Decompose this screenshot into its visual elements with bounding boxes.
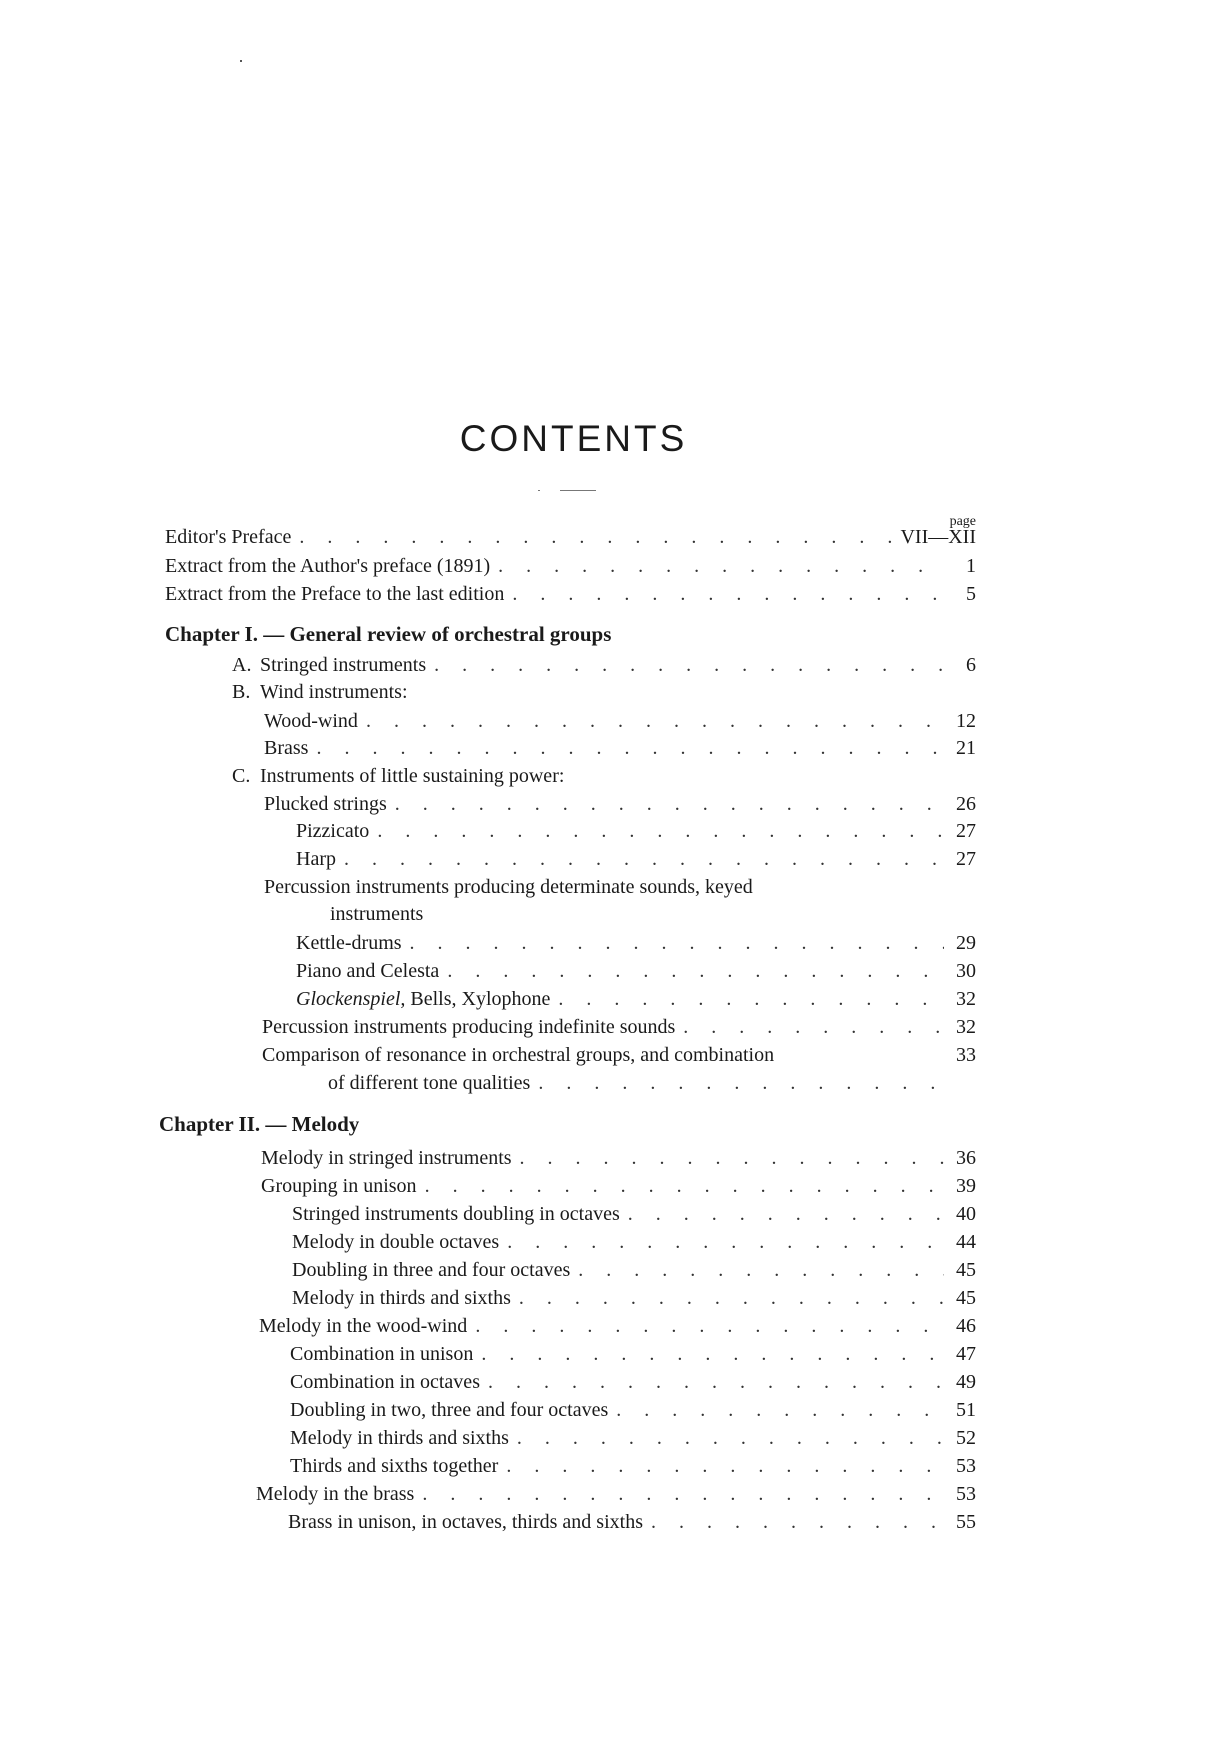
toc-section-wind xyxy=(232,681,408,704)
dot-leader xyxy=(558,988,944,1011)
toc-entry[interactable] xyxy=(0,1455,976,1481)
entry-page: 51 xyxy=(956,1399,976,1421)
entry-page: 30 xyxy=(956,960,976,982)
entry-page: 45 xyxy=(956,1287,976,1309)
toc-entry-kettle-drums[interactable] xyxy=(0,932,976,958)
entry-page: 12 xyxy=(956,710,976,732)
entry-title: Stringed instruments doubling in octaves xyxy=(292,1203,620,1225)
entry-title: Percussion instruments producing indefinite sounds xyxy=(262,1016,676,1038)
toc-entry[interactable] xyxy=(0,1371,976,1397)
entry-page: 27 xyxy=(956,848,976,870)
entry-title: Editor's Preface xyxy=(165,526,292,548)
title-divider xyxy=(560,490,596,491)
toc-entry[interactable] xyxy=(0,1483,976,1509)
toc-entry[interactable] xyxy=(0,1259,976,1285)
section-letter: B. xyxy=(232,681,251,703)
toc-entry-pizzicato[interactable] xyxy=(0,820,976,846)
toc-entry-comparison-line1[interactable] xyxy=(0,1044,976,1070)
entry-label: Stringed instruments xyxy=(260,654,427,676)
entry-page: 44 xyxy=(956,1231,976,1253)
toc-entry-percussion-determinate-line2[interactable]: instruments xyxy=(330,903,424,925)
toc-section-little-sustaining xyxy=(232,765,564,788)
entry-page: 39 xyxy=(956,1175,976,1197)
dot-leader xyxy=(475,1315,944,1338)
dot-leader xyxy=(578,1259,944,1282)
entry-title: Melody in stringed instruments xyxy=(261,1147,512,1169)
entry-page: 6 xyxy=(966,654,976,676)
toc-entry-last-edition-preface[interactable] xyxy=(0,583,976,609)
entry-title: Comparison of resonance in orchestral groups, and combination xyxy=(262,1044,775,1066)
dot-leader xyxy=(425,1175,944,1198)
toc-entry[interactable] xyxy=(0,1175,976,1201)
page-title: CONTENTS xyxy=(459,418,688,459)
toc-entry-percussion-indefinite[interactable] xyxy=(0,1016,976,1042)
dot-leader xyxy=(538,1072,938,1095)
dot-leader xyxy=(517,1427,944,1450)
toc-entry[interactable] xyxy=(0,1427,976,1453)
entry-page: VII—XII xyxy=(900,526,976,548)
entry-page: 49 xyxy=(956,1371,976,1393)
entry-page: 36 xyxy=(956,1147,976,1169)
toc-entry[interactable] xyxy=(0,1399,976,1425)
dot-leader xyxy=(422,1483,944,1506)
entry-title: Thirds and sixths together xyxy=(290,1455,499,1477)
dot-leader xyxy=(366,710,944,733)
entry-title: Extract from the Author's preface (1891) xyxy=(165,555,491,577)
entry-title: Melody in double octaves xyxy=(292,1231,500,1253)
entry-page: 32 xyxy=(956,1016,976,1038)
entry-title: Extract from the Preface to the last edition xyxy=(165,583,505,605)
entry-page: 32 xyxy=(956,988,976,1010)
toc-entry-plucked-strings[interactable] xyxy=(0,793,976,819)
dot-leader xyxy=(410,932,944,955)
toc-entry[interactable] xyxy=(0,1343,976,1369)
toc-entry-woodwind[interactable] xyxy=(0,710,976,736)
toc-entry-piano-celesta[interactable] xyxy=(0,960,976,986)
dot-leader xyxy=(377,820,944,843)
toc-entry[interactable] xyxy=(0,1287,976,1313)
toc-entry[interactable] xyxy=(0,1203,976,1229)
toc-entry-harp[interactable] xyxy=(0,848,976,874)
dot-leader xyxy=(507,1231,944,1254)
entry-title: Melody in the wood-wind xyxy=(259,1315,468,1337)
entry-title: Melody in thirds and sixths xyxy=(292,1287,511,1309)
page-speck xyxy=(240,60,242,62)
dot-leader xyxy=(447,960,944,983)
entry-title: Pizzicato xyxy=(296,820,370,842)
entry-page: 53 xyxy=(956,1455,976,1477)
toc-entry-brass[interactable] xyxy=(0,737,976,763)
entry-page: 5 xyxy=(966,583,976,605)
entry-label: Wind instruments: xyxy=(260,681,408,703)
entry-page: 55 xyxy=(956,1511,976,1533)
entry-label: Instruments of little sustaining power: xyxy=(260,765,565,787)
dot-leader xyxy=(498,555,944,578)
entry-title: Melody in thirds and sixths xyxy=(290,1427,509,1449)
section-letter: A. xyxy=(232,654,252,676)
entry-page: 21 xyxy=(956,737,976,759)
dot-leader xyxy=(512,583,944,606)
entry-page: 27 xyxy=(956,820,976,842)
entry-title: Doubling in three and four octaves xyxy=(292,1259,571,1281)
dot-leader xyxy=(520,1147,944,1170)
dot-leader xyxy=(506,1455,944,1478)
entry-title: Melody in the brass xyxy=(256,1483,415,1505)
entry-title: Wood-wind xyxy=(264,710,358,732)
dot-leader xyxy=(651,1511,944,1534)
entry-title: Grouping in unison xyxy=(261,1175,417,1197)
entry-page: 45 xyxy=(956,1259,976,1281)
toc-entry-percussion-determinate-line1[interactable]: Percussion instruments producing determinate sounds, keyed xyxy=(264,876,753,898)
dot-leader xyxy=(519,1287,944,1310)
entry-title: Brass xyxy=(264,737,309,759)
dot-leader xyxy=(488,1371,944,1394)
entry-label-italic: Glockenspiel, xyxy=(296,988,406,1010)
entry-title xyxy=(296,988,550,1011)
toc-entry[interactable] xyxy=(0,1315,976,1341)
toc-entry-editors-preface[interactable] xyxy=(0,526,976,552)
toc-entry[interactable] xyxy=(0,1147,976,1173)
page-column-label: page xyxy=(949,514,976,529)
entry-page: 29 xyxy=(956,932,976,954)
section-letter: C. xyxy=(232,765,251,787)
chapter-1-heading[interactable]: Chapter I. — General review of orchestral groups xyxy=(165,622,612,646)
entry-title: Combination in octaves xyxy=(290,1371,480,1393)
entry-label: Bells, Xylophone xyxy=(410,988,551,1010)
dot-leader xyxy=(344,848,944,871)
toc-entry[interactable] xyxy=(0,1511,976,1537)
dot-leader xyxy=(316,737,944,760)
dot-leader xyxy=(395,793,944,816)
toc-entry-comparison-line2[interactable] xyxy=(0,1072,944,1098)
entry-page: 47 xyxy=(956,1343,976,1365)
entry-title xyxy=(232,654,426,677)
entry-title: Doubling in two, three and four octaves xyxy=(290,1399,609,1421)
entry-title: Harp xyxy=(296,848,336,870)
entry-page: 52 xyxy=(956,1427,976,1449)
entry-title: Combination in unison xyxy=(290,1343,474,1365)
toc-entry[interactable] xyxy=(0,1231,976,1257)
dot-leader xyxy=(683,1016,944,1039)
dot-leader xyxy=(481,1343,944,1366)
entry-title: Kettle-drums xyxy=(296,932,402,954)
toc-entry-author-preface[interactable] xyxy=(0,555,976,581)
entry-page: 53 xyxy=(956,1483,976,1505)
entry-title: of different tone qualities xyxy=(328,1072,531,1094)
chapter-2-heading[interactable]: Chapter II. — Melody xyxy=(159,1112,360,1136)
toc-entry-glockenspiel[interactable] xyxy=(0,988,976,1014)
dot-leader xyxy=(628,1203,944,1226)
toc-entry-stringed-instruments[interactable] xyxy=(0,654,976,680)
dot-leader xyxy=(434,654,944,677)
dot-leader xyxy=(616,1399,944,1422)
entry-title: Plucked strings xyxy=(264,793,387,815)
entry-page: 1 xyxy=(966,555,976,577)
dot-leader xyxy=(299,526,894,549)
entry-title: Brass in unison, in octaves, thirds and sixths xyxy=(288,1511,643,1533)
entry-page: 26 xyxy=(956,793,976,815)
entry-title: Piano and Celesta xyxy=(296,960,440,982)
entry-page: 33 xyxy=(956,1044,976,1066)
entry-page: 46 xyxy=(956,1315,976,1337)
entry-page: 40 xyxy=(956,1203,976,1225)
